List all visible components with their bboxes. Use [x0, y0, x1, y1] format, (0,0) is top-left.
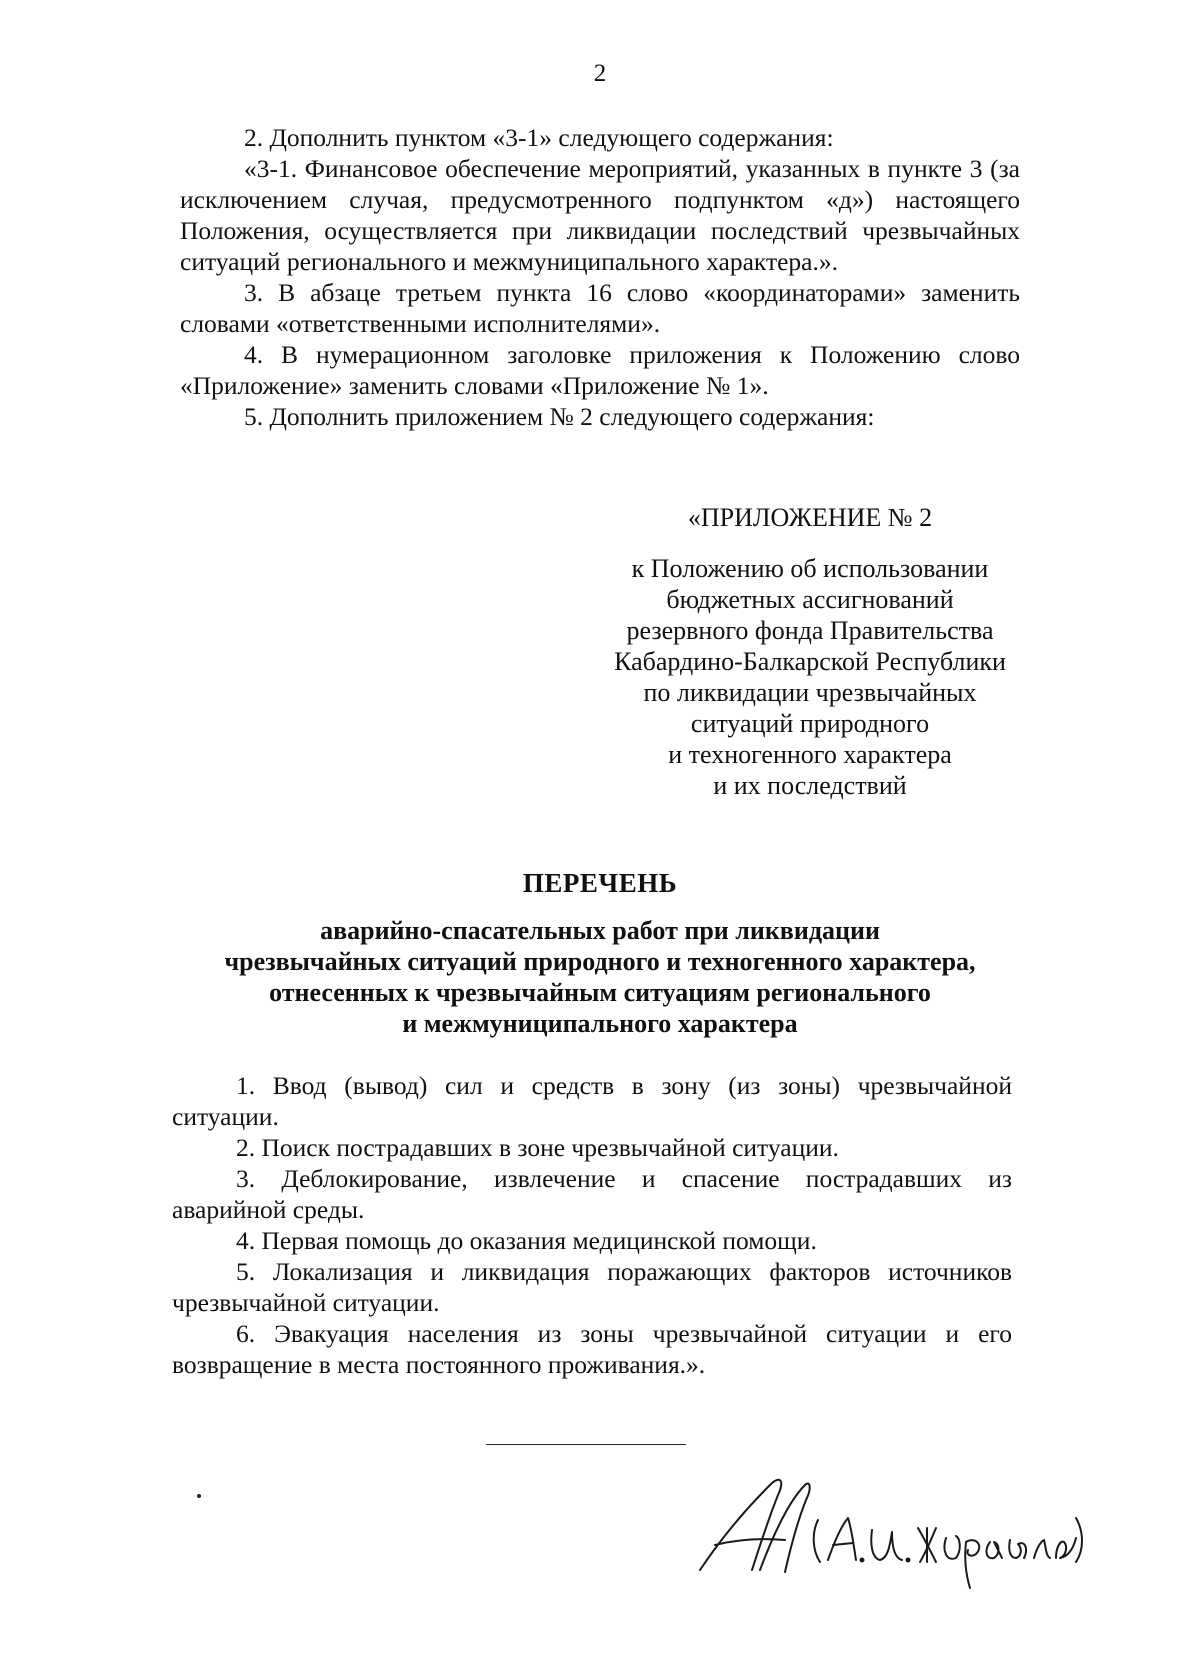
list-subtitle-line: аварийно-спасательных работ при ликвидации [320, 916, 880, 945]
appendix-header [590, 502, 1030, 801]
page-number: 2 [593, 60, 607, 87]
list-title: ПЕРЕЧЕНЬ [522, 868, 678, 898]
appendix-line: и техногенного характера [668, 740, 952, 769]
appendix-line: и их последствий [713, 771, 907, 800]
list-item: 6. Эвакуация населения из зоны чрезвычайной ситуации и его возвращение в места постоянного проживания.». [172, 1319, 1012, 1379]
appendix-line: по ликвидации чрезвычайных [643, 678, 977, 707]
amendment-paragraph: «3-1. Финансовое обеспечение мероприятий, указанных в пункте 3 (за исключением случая, предусмотренного подпунктом «д») настоящего Положения, осуществляется при ликвидации последствий чрезвычайных ситуаций регионального и межмуниципального характера.». [180, 154, 1020, 276]
amendment-paragraph: 3. В абзаце третьем пункта 16 слово «координаторами» заменить словами «ответственными исполнителями». [180, 278, 1020, 338]
list-subtitle-line: отнесенных к чрезвычайным ситуациям регионального [269, 978, 931, 1007]
appendix-line: к Положению об использовании [631, 554, 989, 583]
list-item: 4. Первая помощь до оказания медицинской помощи. [236, 1226, 817, 1255]
appendix-line: ситуаций природного [690, 709, 930, 738]
amendment-paragraph: 5. Дополнить приложением № 2 следующего содержания: [244, 402, 875, 431]
list-item: 3. Деблокирование, извлечение и спасение пострадавших из аварийной среды. [172, 1164, 1012, 1224]
appendix-line: резервного фонда Правительства [626, 616, 994, 645]
list-item: 1. Ввод (вывод) сил и средств в зону (из зоны) чрезвычайной ситуации. [172, 1071, 1012, 1131]
list-item: 2. Поиск пострадавших в зоне чрезвычайной ситуации. [236, 1133, 839, 1162]
appendix-line: бюджетных ассигнований [666, 585, 954, 614]
appendix-title: «ПРИЛОЖЕНИЕ № 2 [687, 503, 933, 532]
amendment-paragraph: 4. В нумерационном заголовке приложения к Положению слово «Приложение» заменить словами «Приложение № 1». [180, 340, 1020, 400]
handwritten-signature [690, 1450, 1090, 1600]
divider-line [486, 1444, 686, 1445]
amendments-block [180, 122, 1020, 432]
list-items [172, 1070, 1012, 1380]
amendment-paragraph: 2. Дополнить пунктом «3-1» следующего содержания: [244, 123, 834, 152]
list-subtitle-line: чрезвычайных ситуаций природного и техногенного характера, [224, 947, 976, 976]
list-subtitle [170, 915, 1030, 1039]
stray-dot [197, 1494, 201, 1498]
list-subtitle-line: и межмуниципального характера [402, 1009, 798, 1038]
list-item: 5. Локализация и ликвидация поражающих факторов источников чрезвычайной ситуации. [172, 1257, 1012, 1317]
appendix-line: Кабардино-Балкарской Республики [614, 647, 1006, 676]
